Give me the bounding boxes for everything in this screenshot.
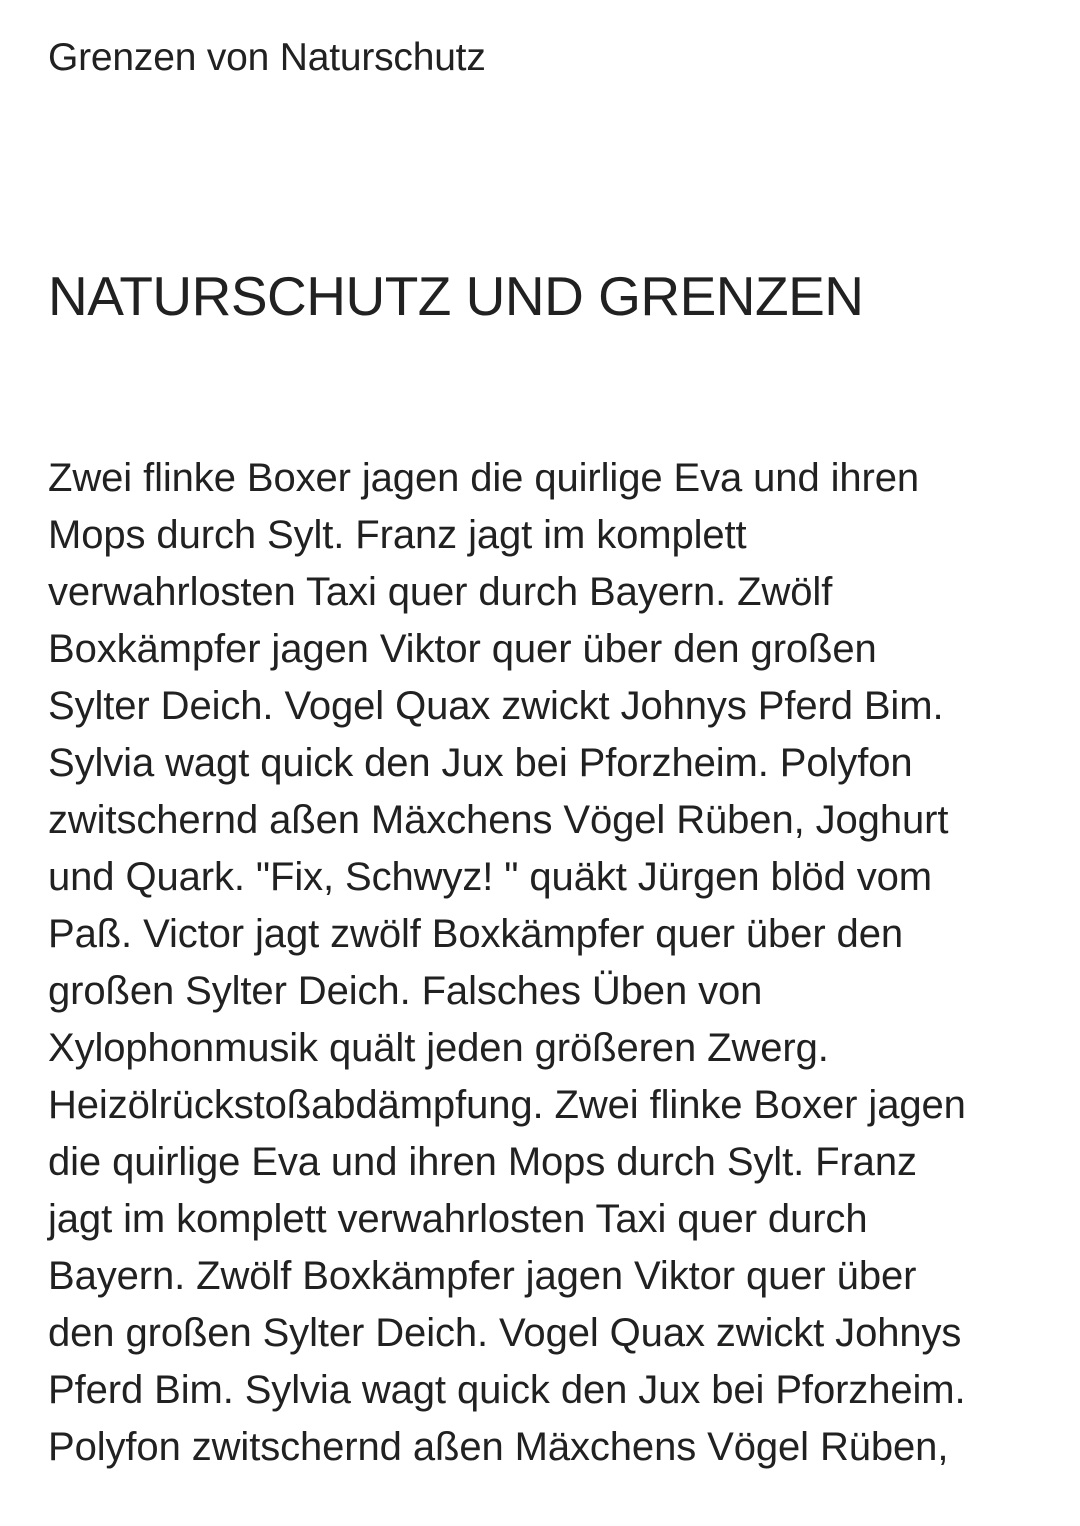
body-line: Polyfon zwitschernd aßen Mäxchens Vögel Rüben,	[48, 1425, 949, 1469]
body-line: die quirlige Eva und ihren Mops durch Sylt. Franz	[48, 1140, 917, 1184]
body-line: Xylophonmusik quält jeden größeren Zwerg.	[48, 1026, 829, 1070]
body-line: verwahrlosten Taxi quer durch Bayern. Zwölf	[48, 570, 833, 614]
body-line: Bayern. Zwölf Boxkämpfer jagen Viktor quer über	[48, 1254, 917, 1298]
document-title: Grenzen von Naturschutz	[48, 36, 486, 79]
body-line: Heizölrückstoßabdämpfung. Zwei flinke Boxer jagen	[48, 1083, 966, 1127]
body-line: Sylvia wagt quick den Jux bei Pforzheim. Polyfon	[48, 741, 913, 785]
body-line: Boxkämpfer jagen Viktor quer über den großen	[48, 627, 877, 671]
body-line: Zwei flinke Boxer jagen die quirlige Eva und ihren	[48, 456, 920, 500]
body-line: jagt im komplett verwahrlosten Taxi quer durch	[48, 1197, 868, 1241]
body-line: zwitschernd aßen Mäxchens Vögel Rüben, Joghurt	[48, 798, 949, 842]
body-line: den großen Sylter Deich. Vogel Quax zwickt Johnys	[48, 1311, 962, 1355]
body-line: und Quark. "Fix, Schwyz! " quäkt Jürgen blöd vom	[48, 855, 932, 899]
body-line: großen Sylter Deich. Falsches Üben von	[48, 969, 763, 1013]
body-line: Pferd Bim. Sylvia wagt quick den Jux bei Pforzheim.	[48, 1368, 966, 1412]
body-paragraph	[48, 450, 1038, 1476]
body-line: Sylter Deich. Vogel Quax zwickt Johnys Pferd Bim.	[48, 684, 944, 728]
body-line: Mops durch Sylt. Franz jagt im komplett	[48, 513, 747, 557]
body-line: Paß. Victor jagt zwölf Boxkämpfer quer über den	[48, 912, 903, 956]
section-heading: NATURSCHUTZ UND GRENZEN	[48, 265, 864, 327]
